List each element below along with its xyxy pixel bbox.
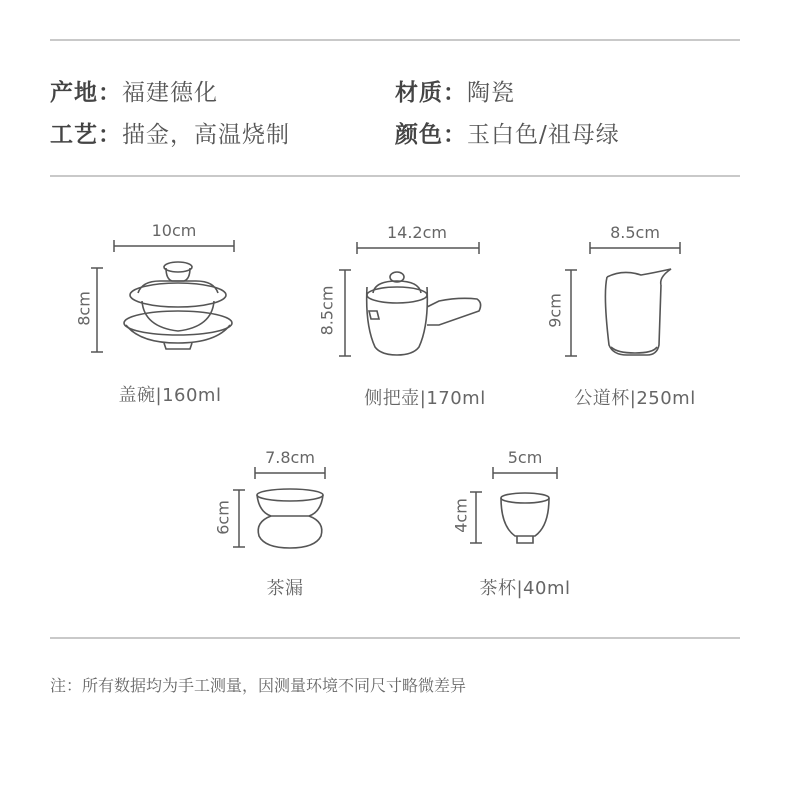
- item-teapot: [315, 215, 515, 415]
- middle-divider: [50, 175, 740, 177]
- spec-origin: [50, 74, 218, 107]
- item-faircup: [545, 215, 715, 415]
- strainer-width-label: 7.8cm: [265, 448, 315, 467]
- spec-craft-label: 工艺：: [50, 122, 122, 148]
- teacup-caption: 茶杯|40ml: [479, 578, 571, 599]
- spec-material: [395, 74, 515, 107]
- gaiwan-caption: 盖碗|160ml: [118, 385, 222, 406]
- faircup-caption: 公道杯|250ml: [574, 388, 696, 409]
- teapot-width-label: 14.2cm: [386, 223, 447, 242]
- measurement-note: 注：所有数据均为手工测量，因测量环境不同尺寸略微差异: [50, 676, 467, 695]
- spec-origin-value: 福建德化: [122, 80, 218, 106]
- spec-color: [395, 116, 620, 149]
- gaiwan-height-label: 8cm: [74, 291, 94, 326]
- spec-color-value: 玉白色/祖母绿: [467, 122, 620, 148]
- spec-material-value: 陶瓷: [467, 80, 515, 106]
- faircup-height-label: 9cm: [545, 293, 565, 328]
- item-gaiwan: [74, 215, 250, 415]
- spec-material-label: 材质：: [395, 80, 467, 106]
- bottom-divider: [50, 637, 740, 639]
- gaiwan-width-label: 10cm: [151, 221, 197, 240]
- spec-craft: [50, 116, 290, 149]
- faircup-width-label: 8.5cm: [610, 223, 660, 242]
- spec-color-label: 颜色：: [395, 122, 467, 148]
- teacup-height-label: 4cm: [451, 498, 471, 533]
- teapot-caption: 侧把壶|170ml: [364, 388, 486, 409]
- strainer-caption: 茶漏: [266, 578, 304, 599]
- teapot-height-label: 8.5cm: [317, 285, 337, 336]
- strainer-height-label: 6cm: [213, 500, 233, 535]
- spec-craft-value: 描金，高温烧制: [122, 122, 290, 148]
- item-teacup: [445, 440, 605, 610]
- spec-origin-label: 产地：: [50, 80, 122, 106]
- top-divider: [50, 39, 740, 41]
- teacup-width-label: 5cm: [507, 448, 543, 467]
- item-strainer: [205, 440, 355, 610]
